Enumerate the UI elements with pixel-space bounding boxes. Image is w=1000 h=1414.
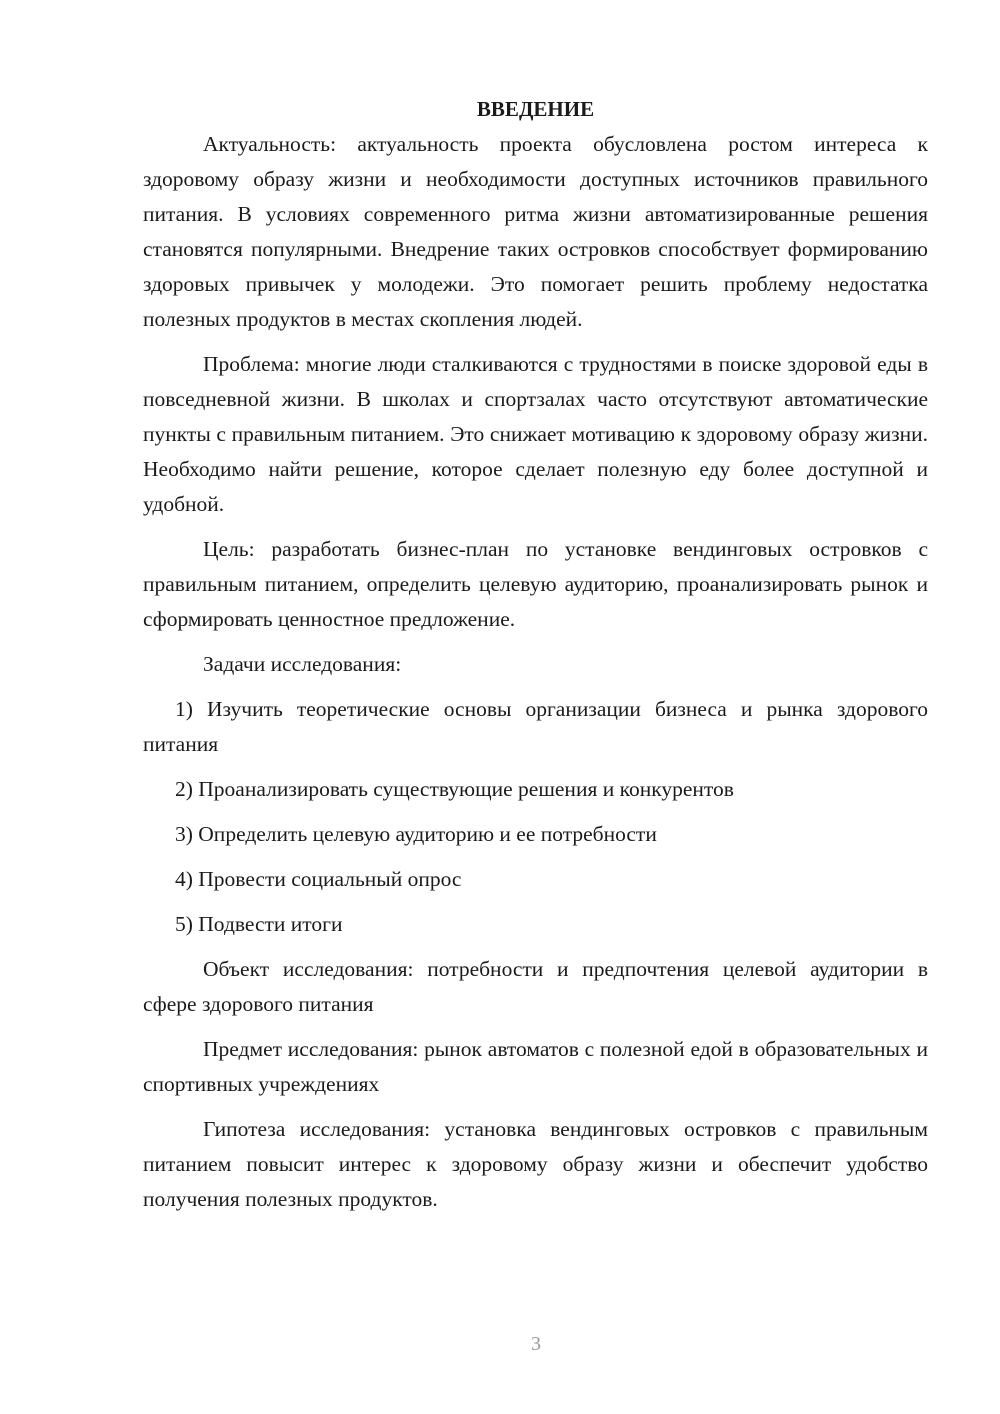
subject-paragraph: Предмет исследования: рынок автоматов с полезной едой в образовательных и спортивных учреждениях (143, 1037, 928, 1096)
tasks-heading: Задачи исследования: (203, 652, 402, 676)
object-paragraph: Объект исследования: потребности и предпочтения целевой аудитории в сфере здорового питания (143, 957, 928, 1016)
document-page (143, 92, 928, 1292)
page-number: 3 (531, 1333, 541, 1355)
task-item-4: 4) Провести социальный опрос (175, 867, 462, 891)
task-item-5: 5) Подвести итоги (175, 912, 343, 936)
problem-paragraph: Проблема: многие люди сталкиваются с трудностями в поиске здоровой еды в повседневной жизни. В школах и спортзалах часто отсутствуют автоматические пункты с правильным питанием. Это снижает мотивацию к здоровому образу жизни. Необходимо найти решение, которое сделает полезную еду более доступной и удобной. (143, 352, 928, 516)
goal-paragraph: Цель: разработать бизнес-план по установке вендинговых островков с правильным питанием, определить целевую аудиторию, проанализировать рынок и сформировать ценностное предложение. (143, 537, 928, 631)
page-title: ВВЕДЕНИЕ (476, 97, 595, 121)
task-item-3: 3) Определить целевую аудиторию и ее потребности (175, 822, 657, 846)
hypothesis-paragraph: Гипотеза исследования: установка вендинговых островков с правильным питанием повысит интерес к здоровому образу жизни и обеспечит удобство получения полезных продуктов. (143, 1117, 928, 1211)
task-item-1: 1) Изучить теоретические основы организации бизнеса и рынка здорового питания (143, 697, 928, 756)
task-item-2: 2) Проанализировать существующие решения и конкурентов (175, 777, 734, 801)
relevance-paragraph: Актуальность: актуальность проекта обусловлена ростом интереса к здоровому образу жизни и необходимости доступных источников правильного питания. В условиях современного ритма жизни автоматизированные решения становятся популярными. Внедрение таких островков способствует формированию здоровых привычек у молодежи. Это помогает решить проблему недостатка полезных продуктов в местах скопления людей. (143, 132, 928, 331)
